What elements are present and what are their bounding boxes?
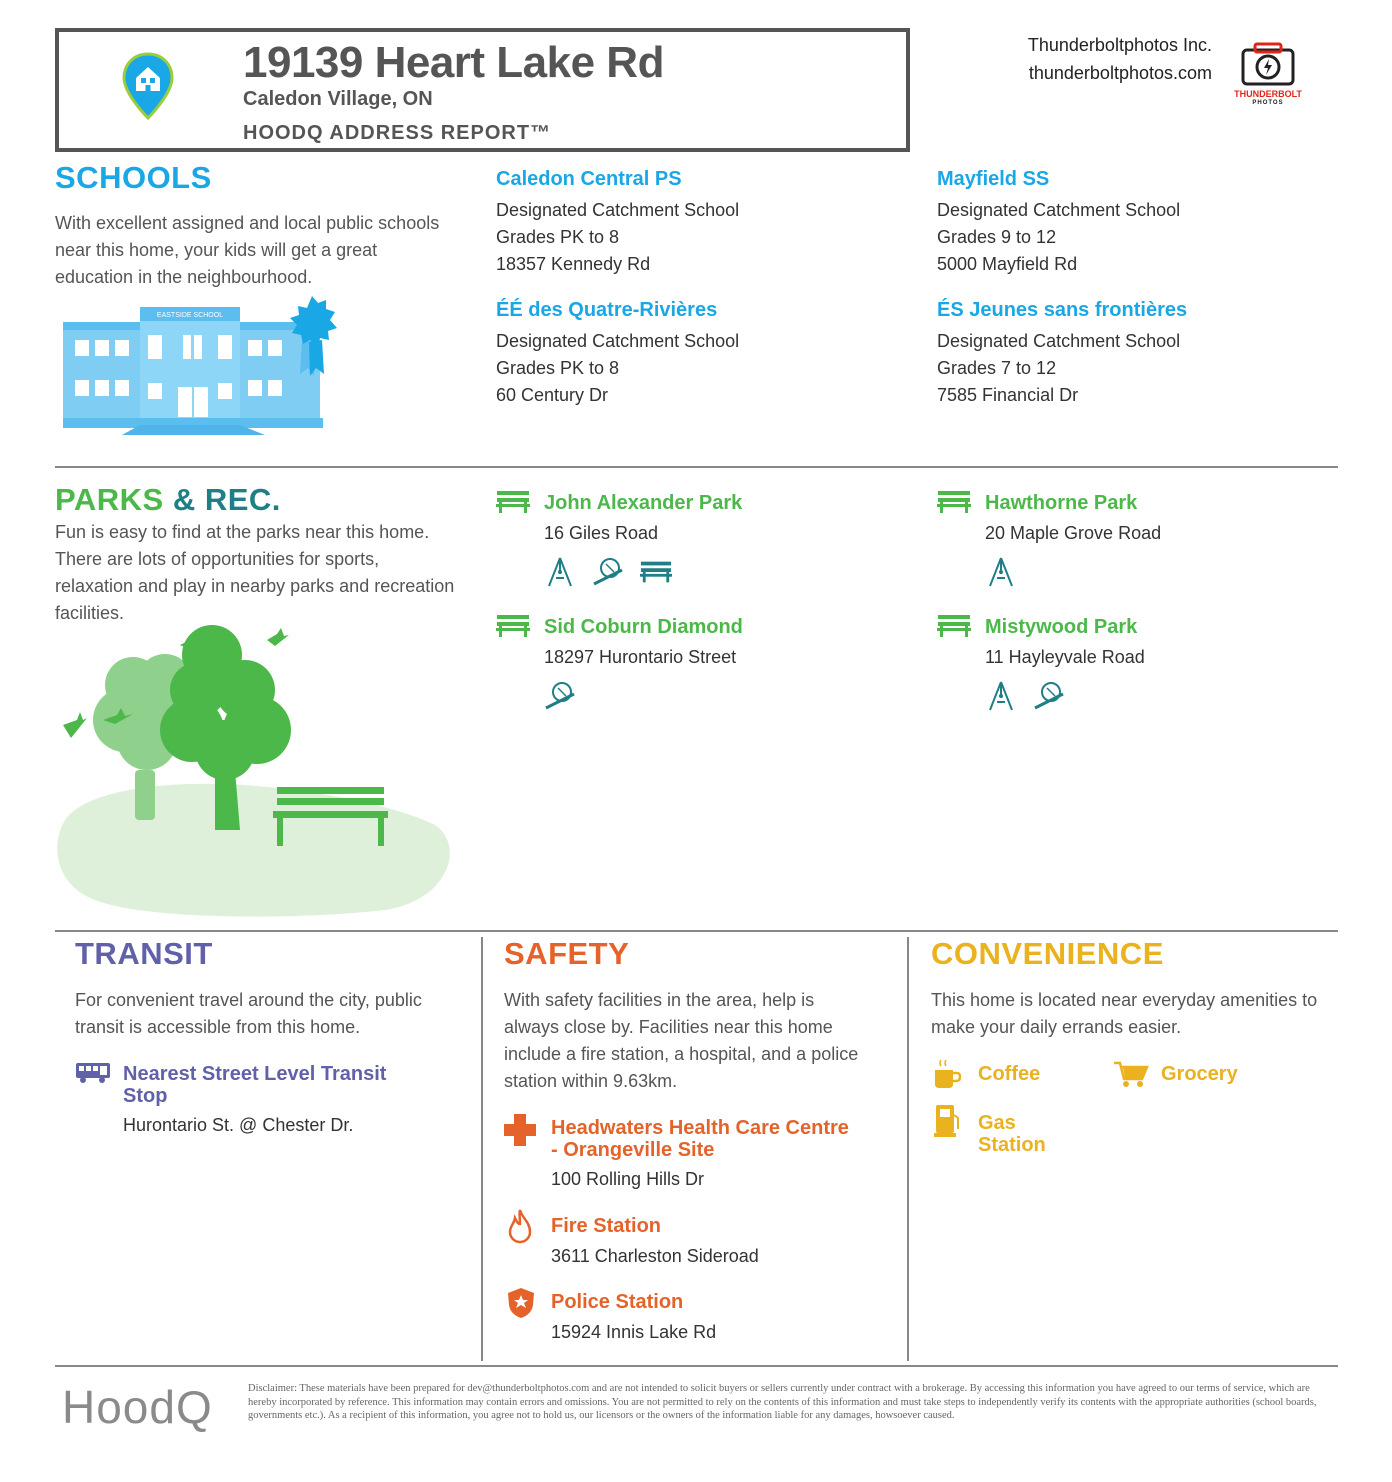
park-address: 18297 Hurontario Street: [544, 647, 737, 667]
gas-pump-icon: [933, 1103, 961, 1139]
grocery-cart-icon: [1113, 1060, 1149, 1088]
section-divider: [55, 930, 1338, 932]
park-address: 11 Hayleyvale Road: [985, 647, 1145, 667]
parks-heading: PARKS & REC.: [55, 482, 281, 517]
playground-icon: [987, 556, 1015, 588]
section-divider: [55, 466, 1338, 468]
school-type: Designated Catchment School: [496, 200, 740, 220]
school-card: [937, 299, 1187, 409]
transit-description: For convenient travel around the city, public transit is accessible from this home.: [75, 990, 422, 1037]
school-name[interactable]: ÉÉ des Quatre-Rivières: [496, 299, 718, 321]
column-divider: [481, 937, 483, 1361]
transit-heading: TRANSIT: [75, 936, 213, 971]
grocery-label[interactable]: Grocery: [1161, 1063, 1238, 1085]
school-address: 7585 Financial Dr: [937, 385, 1079, 405]
schools-heading: SCHOOLS: [55, 160, 212, 195]
school-type: Designated Catchment School: [937, 331, 1181, 351]
hoodq-logo: HoodQ: [62, 1381, 213, 1433]
bench-icon: [640, 560, 672, 584]
transit-stop-address: Hurontario St. @ Chester Dr.: [123, 1115, 354, 1135]
school-name[interactable]: Mayfield SS: [937, 168, 1050, 190]
camera-logo-icon: [1240, 42, 1296, 88]
brand-url[interactable]: thunderboltphotos.com: [1028, 63, 1212, 83]
transit-stop-name[interactable]: Nearest Street Level Transit Stop: [123, 1063, 387, 1107]
baseball-icon: [1033, 680, 1067, 710]
schools-description: With excellent assigned and local public schools near this home, your kids will get a great education in the neighbourhood.: [55, 213, 440, 287]
column-divider: [907, 937, 909, 1361]
fire-icon: [508, 1208, 532, 1244]
hospital-address: 100 Rolling Hills Dr: [551, 1169, 705, 1189]
fire-station-address: 3611 Charleston Sideroad: [551, 1246, 759, 1266]
school-name[interactable]: Caledon Central PS: [496, 168, 682, 190]
bench-icon: [937, 490, 971, 514]
home-location-pin-icon: [122, 52, 174, 122]
school-building-icon: [60, 295, 350, 440]
playground-icon: [987, 680, 1015, 712]
bus-icon: [75, 1062, 111, 1084]
playground-icon: [546, 556, 574, 588]
footer-divider: [55, 1365, 1338, 1367]
coffee-label[interactable]: Coffee: [978, 1063, 1041, 1085]
school-name[interactable]: ÉS Jeunes sans frontières: [937, 299, 1188, 321]
disclaimer-text: Disclaimer: These materials have been prepared for dev@thunderboltphotos.com and are not intended to solicit buyers or sellers currently under contract with a brokerage. By accessing this information you have agreed to our terms of service, which are hereby incorporated by reference. This information may contain errors and omissions. You are not permitted to rely on the contents of this information and must take steps to independently verify its contents with the appropriate authorities (school boards, governments etc.). As a recipient of this information, you agree not to hold us, our licensors or the owners of the information liable for any damages, howsoever caused.: [248, 1383, 1317, 1421]
report-label: HOODQ ADDRESS REPORT™: [243, 122, 552, 144]
hospital-name[interactable]: Headwaters Health Care Centre - Orangeville Site: [551, 1117, 849, 1161]
school-address: 18357 Kennedy Rd: [496, 254, 651, 274]
bench-icon: [937, 614, 971, 638]
brand-logo-text: THUNDERBOLT PHOTOS: [1234, 89, 1302, 106]
bench-icon: [496, 614, 530, 638]
safety-description: With safety facilities in the area, help is always close by. Facilities near this home include a fire station, a hospital, and a police station within 9.63km.: [504, 990, 859, 1091]
school-type: Designated Catchment School: [937, 200, 1181, 220]
park-name[interactable]: Mistywood Park: [985, 616, 1138, 638]
baseball-icon: [592, 556, 626, 586]
school-grades: Grades PK to 8: [496, 227, 620, 247]
svg-text:EASTSIDE SCHOOL: EASTSIDE SCHOOL: [156, 312, 224, 319]
park-name[interactable]: John Alexander Park: [544, 492, 743, 514]
school-card: [937, 168, 1180, 278]
park-name[interactable]: Hawthorne Park: [985, 492, 1138, 514]
park-address: 16 Giles Road: [544, 523, 659, 543]
school-grades: Grades 7 to 12: [937, 358, 1057, 378]
park-illustration-icon: [55, 620, 455, 920]
school-address: 5000 Mayfield Rd: [937, 254, 1078, 274]
bench-icon: [496, 490, 530, 514]
school-card: [496, 299, 739, 409]
police-station-name[interactable]: Police Station: [551, 1291, 684, 1313]
baseball-icon: [544, 680, 578, 710]
hospital-cross-icon: [503, 1113, 537, 1147]
school-card: [496, 168, 739, 278]
police-station-address: 15924 Innis Lake Rd: [551, 1322, 717, 1342]
convenience-description: This home is located near everyday amenities to make your daily errands easier.: [931, 990, 1318, 1037]
page-subtitle: Caledon Village, ON: [243, 88, 433, 110]
page-title: 19139 Heart Lake Rd: [243, 38, 664, 87]
police-badge-icon: [507, 1287, 535, 1319]
coffee-icon: [933, 1058, 961, 1090]
parks-description: Fun is easy to find at the parks near this home. There are lots of opportunities for sports, relaxation and play in nearby parks and recreation facilities.: [55, 522, 455, 623]
school-address: 60 Century Dr: [496, 385, 609, 405]
park-name[interactable]: Sid Coburn Diamond: [544, 616, 743, 638]
school-grades: Grades 9 to 12: [937, 227, 1057, 247]
safety-heading: SAFETY: [504, 936, 630, 971]
park-address: 20 Maple Grove Road: [985, 523, 1162, 543]
brand-name: Thunderboltphotos Inc.: [1027, 35, 1212, 55]
convenience-heading: CONVENIENCE: [931, 936, 1164, 971]
fire-station-name[interactable]: Fire Station: [551, 1215, 662, 1237]
school-grades: Grades PK to 8: [496, 358, 620, 378]
gas-station-label[interactable]: Gas Station: [978, 1112, 1046, 1156]
school-type: Designated Catchment School: [496, 331, 740, 351]
